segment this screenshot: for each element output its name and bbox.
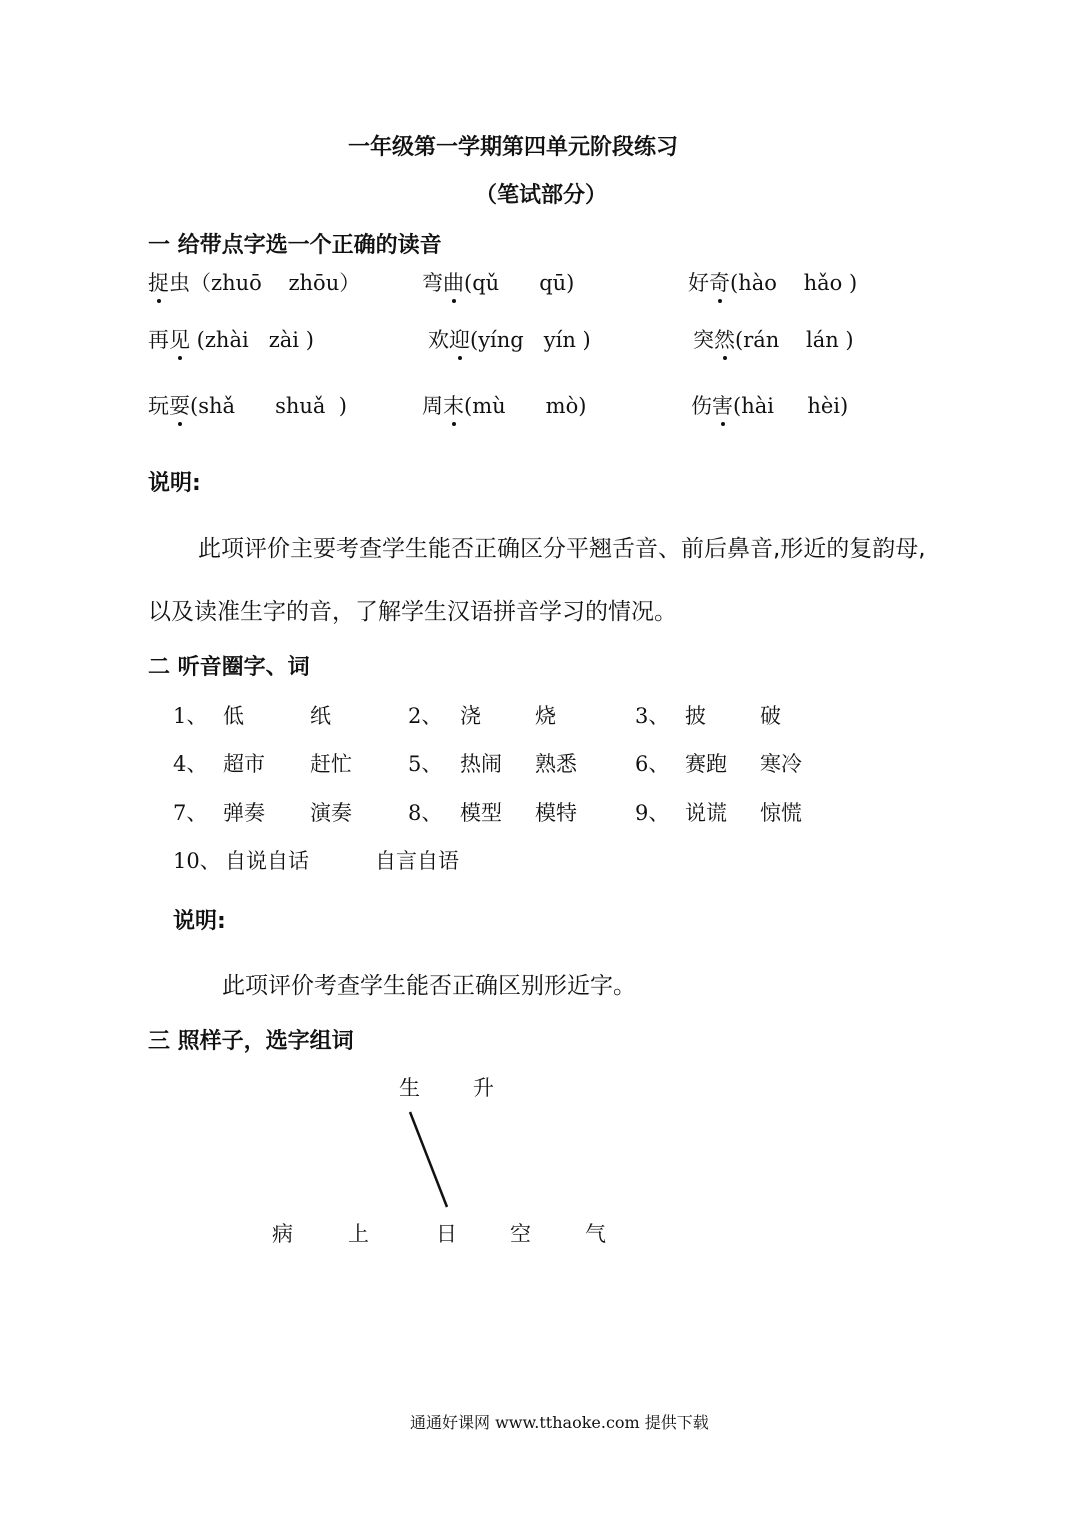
match-bottom-char-5: 气	[585, 1222, 606, 1246]
dotted-char-text: 见	[169, 328, 190, 352]
listen-item-option-a: 自说自话	[225, 849, 309, 873]
listen-item-option-b: 烧	[535, 704, 556, 728]
listen-item-number: 1、	[173, 704, 208, 728]
pinyin-item-options: (shǎ shuǎ )	[190, 394, 347, 418]
page-subtitle: （笔试部分）	[475, 183, 608, 208]
dotted-char-text: 害	[712, 394, 733, 418]
note-1-label: 说明:	[148, 471, 201, 496]
emphasis-dot	[452, 299, 456, 303]
pinyin-item-dotted-char	[148, 267, 169, 297]
pinyin-item	[691, 390, 848, 420]
listen-item-number: 10、	[173, 849, 221, 873]
pinyin-item-dotted-char	[443, 267, 464, 297]
listen-item-option-a: 披	[685, 704, 706, 728]
listen-item-number: 4、	[173, 752, 208, 776]
listen-item-number: 2、	[408, 704, 443, 728]
listen-item-number: 6、	[635, 752, 670, 776]
listen-item-option-a: 模型	[460, 801, 502, 825]
listen-item-option-b: 演奏	[310, 801, 352, 825]
listen-item-option-a: 热闹	[460, 752, 502, 776]
pinyin-item-dotted-char	[443, 390, 464, 420]
emphasis-dot	[721, 422, 725, 426]
note-2-line-1: 此项评价考查学生能否正确区别形近字。	[222, 973, 636, 999]
listen-item-option-a: 赛跑	[685, 752, 727, 776]
listen-item-number: 3、	[635, 704, 670, 728]
listen-item-option-a: 弹奏	[223, 801, 265, 825]
emphasis-dot	[452, 422, 456, 426]
page-title: 一年级第一学期第四单元阶段练习	[348, 135, 679, 160]
match-top-char-1: 生	[399, 1076, 420, 1100]
pinyin-item-prefix: 好	[688, 271, 709, 295]
listen-item-option-a: 超市	[223, 752, 265, 776]
pinyin-item-prefix: 玩	[148, 394, 169, 418]
pinyin-item	[422, 267, 574, 297]
pinyin-item	[693, 324, 854, 354]
pinyin-item-options: (qǔ qū)	[464, 271, 575, 295]
pinyin-item	[148, 390, 347, 420]
pinyin-item-prefix: 欢	[428, 328, 449, 352]
emphasis-dot	[723, 356, 727, 360]
emphasis-dot	[458, 356, 462, 360]
listen-item-option-b: 寒冷	[760, 752, 802, 776]
pinyin-item-options: (zhài zài )	[190, 328, 314, 352]
pinyin-item	[422, 390, 586, 420]
listen-item-option-b: 破	[760, 704, 781, 728]
note-2-label: 说明:	[173, 909, 226, 934]
emphasis-dot	[178, 356, 182, 360]
listen-item-option-a: 说谎	[685, 801, 727, 825]
note-1-line-2: 以及读准生字的音，了解学生汉语拼音学习的情况。	[148, 599, 677, 625]
pinyin-item-prefix: 再	[148, 328, 169, 352]
match-bottom-char-1: 病	[272, 1222, 293, 1246]
listen-item-option-b: 模特	[535, 801, 577, 825]
pinyin-item-options: (yíng yín )	[470, 328, 591, 352]
listen-item-number: 7、	[173, 801, 208, 825]
pinyin-item	[148, 267, 360, 297]
pinyin-item	[688, 267, 857, 297]
pinyin-item-dotted-char	[709, 267, 730, 297]
listen-item-number: 8、	[408, 801, 443, 825]
pinyin-item	[148, 324, 314, 354]
listen-item-option-a: 低	[223, 704, 244, 728]
pinyin-item-options: (mù mò)	[464, 394, 587, 418]
listen-item-number: 9、	[635, 801, 670, 825]
emphasis-dot	[157, 299, 161, 303]
match-bottom-char-4: 空	[510, 1222, 531, 1246]
pinyin-item-prefix: 伤	[691, 394, 712, 418]
listen-item-option-b: 惊慌	[760, 801, 802, 825]
section-1-heading: 一 给带点字选一个正确的读音	[148, 233, 442, 258]
match-top-char-2: 升	[473, 1076, 494, 1100]
listen-item-option-b: 熟悉	[535, 752, 577, 776]
footer: 通通好课网 www.tthaoke.com 提供下载	[410, 1413, 709, 1432]
pinyin-item-dotted-char	[712, 390, 733, 420]
pinyin-item-options: (rán lán )	[735, 328, 854, 352]
pinyin-item-dotted-char	[169, 324, 190, 354]
dotted-char-text: 曲	[443, 271, 464, 295]
note-1-line-1: 此项评价主要考查学生能否正确区分平翘舌音、前后鼻音,形近的复韵母,	[198, 536, 926, 562]
pinyin-item-options: 虫（zhuō zhōu）	[169, 271, 361, 295]
dotted-char-text: 耍	[169, 394, 190, 418]
pinyin-item-dotted-char	[449, 324, 470, 354]
listen-item-option-a: 浇	[460, 704, 481, 728]
pinyin-item-prefix: 弯	[422, 271, 443, 295]
dotted-char-text: 奇	[709, 271, 730, 295]
dotted-char-text: 然	[714, 328, 735, 352]
pinyin-item-options: (hài hèi)	[733, 394, 849, 418]
emphasis-dot	[178, 422, 182, 426]
section-3-heading: 三 照样子，选字组词	[148, 1029, 354, 1054]
dotted-char-text: 迎	[449, 328, 470, 352]
pinyin-item-dotted-char	[714, 324, 735, 354]
pinyin-item	[428, 324, 591, 354]
pinyin-item-prefix: 周	[422, 394, 443, 418]
emphasis-dot	[718, 299, 722, 303]
dotted-char-text: 末	[443, 394, 464, 418]
pinyin-item-dotted-char	[169, 390, 190, 420]
pinyin-item-prefix: 突	[693, 328, 714, 352]
match-bottom-char-3: 日	[436, 1222, 457, 1246]
listen-item-option-b: 赶忙	[310, 752, 352, 776]
dotted-char-text: 捉	[148, 271, 169, 295]
match-bottom-char-2: 上	[348, 1222, 369, 1246]
listen-item-option-b: 纸	[310, 704, 331, 728]
listen-item-number: 5、	[408, 752, 443, 776]
listen-item-option-b: 自言自语	[375, 849, 459, 873]
pinyin-item-options: (hào hǎo )	[730, 271, 858, 295]
section-2-heading: 二 听音圈字、词	[148, 655, 310, 680]
